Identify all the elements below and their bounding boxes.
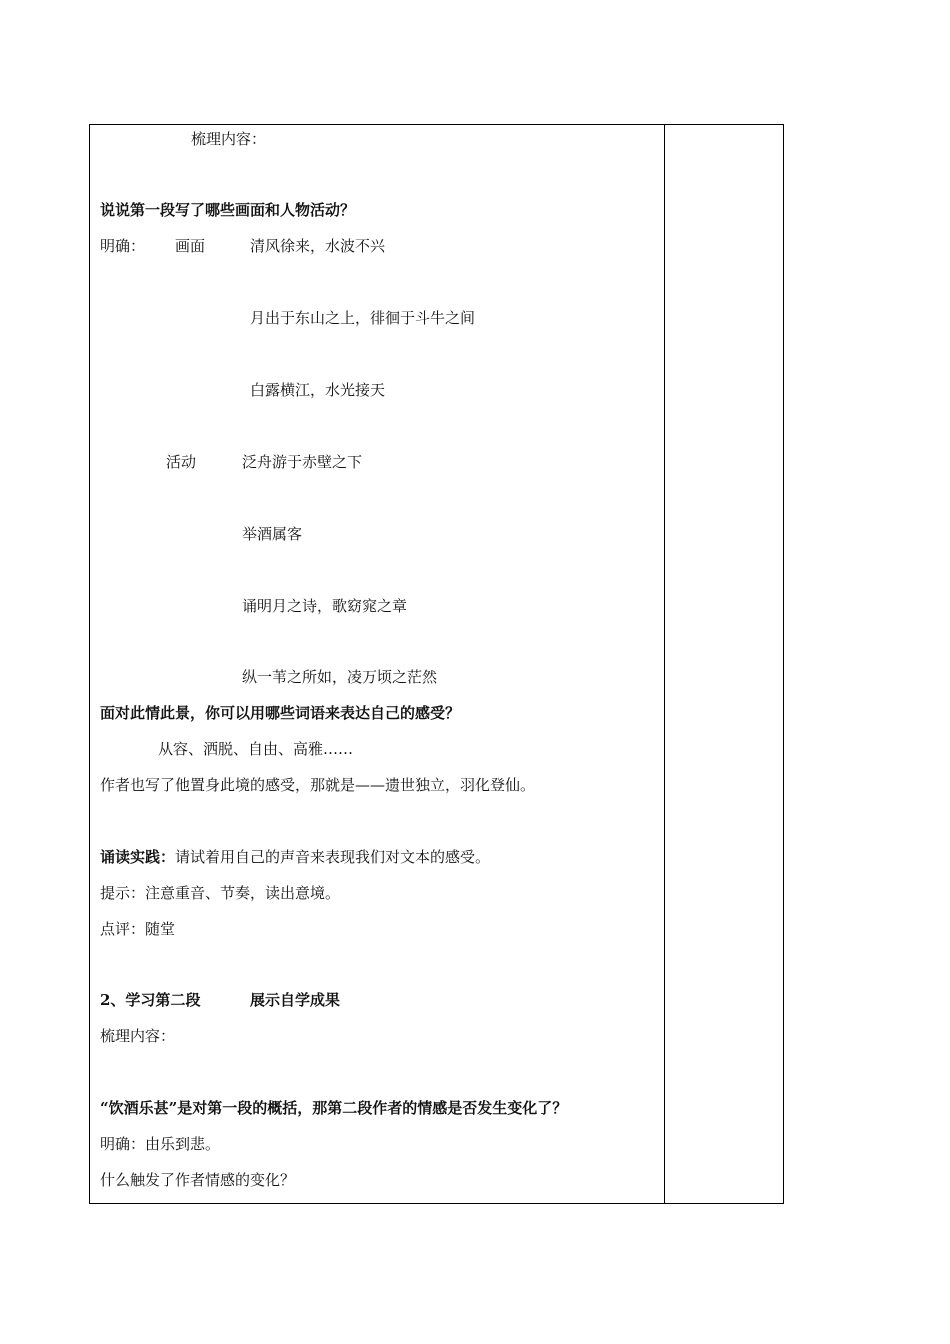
question-paragraph-one: 说说第一段写了哪些画面和人物活动？	[100, 201, 356, 219]
activity-label: 活动	[166, 453, 197, 471]
section-heading-sort-content: 梳理内容：	[191, 130, 267, 148]
scene-label: 画面	[175, 237, 206, 255]
scene-item-1: 清风徐来，水波不兴	[250, 237, 386, 255]
answer-label: 明确：	[100, 237, 146, 255]
activity-item-3: 诵明月之诗，歌窈窕之章	[242, 597, 408, 615]
activity-item-1: 泛舟游于赤壁之下	[242, 453, 363, 471]
comment-text: 点评：随堂	[100, 920, 176, 938]
reading-practice-text: 请试着用自己的声音来表现我们对文本的感受。	[175, 848, 491, 866]
question-feelings: 面对此情此景，你可以用哪些词语来表达自己的感受？	[100, 704, 461, 722]
activity-item-2: 举酒属客	[242, 525, 303, 543]
author-feeling-text: 作者也写了他置身此境的感受，那就是——遗世独立，羽化登仙。	[100, 776, 536, 794]
feelings-answer: 从容、洒脱、自由、高雅……	[158, 740, 354, 758]
scene-item-3: 白露横江，水光接天	[250, 381, 386, 399]
emotion-answer: 明确：由乐到悲。	[100, 1135, 221, 1153]
reading-practice-line	[100, 847, 490, 867]
question-trigger: 什么触发了作者情感的变化？	[100, 1171, 296, 1189]
reading-practice-label: 诵读实践：	[100, 848, 176, 866]
table-frame	[89, 124, 784, 1204]
hint-text: 提示：注意重音、节奏，读出意境。	[100, 884, 341, 902]
scene-item-2: 月出于东山之上，徘徊于斗牛之间	[250, 309, 476, 327]
column-divider	[664, 124, 665, 1204]
section-2-subtitle: 展示自学成果	[250, 991, 341, 1009]
section-2-sort-content: 梳理内容：	[100, 1027, 176, 1045]
activity-item-4: 纵一苇之所如，凌万顷之茫然	[242, 668, 438, 686]
question-emotion-change: “饮酒乐甚”是对第一段的概括，那第二段作者的情感是否发生变化了？	[100, 1099, 568, 1117]
section-2-title: 2、学习第二段	[100, 991, 201, 1009]
